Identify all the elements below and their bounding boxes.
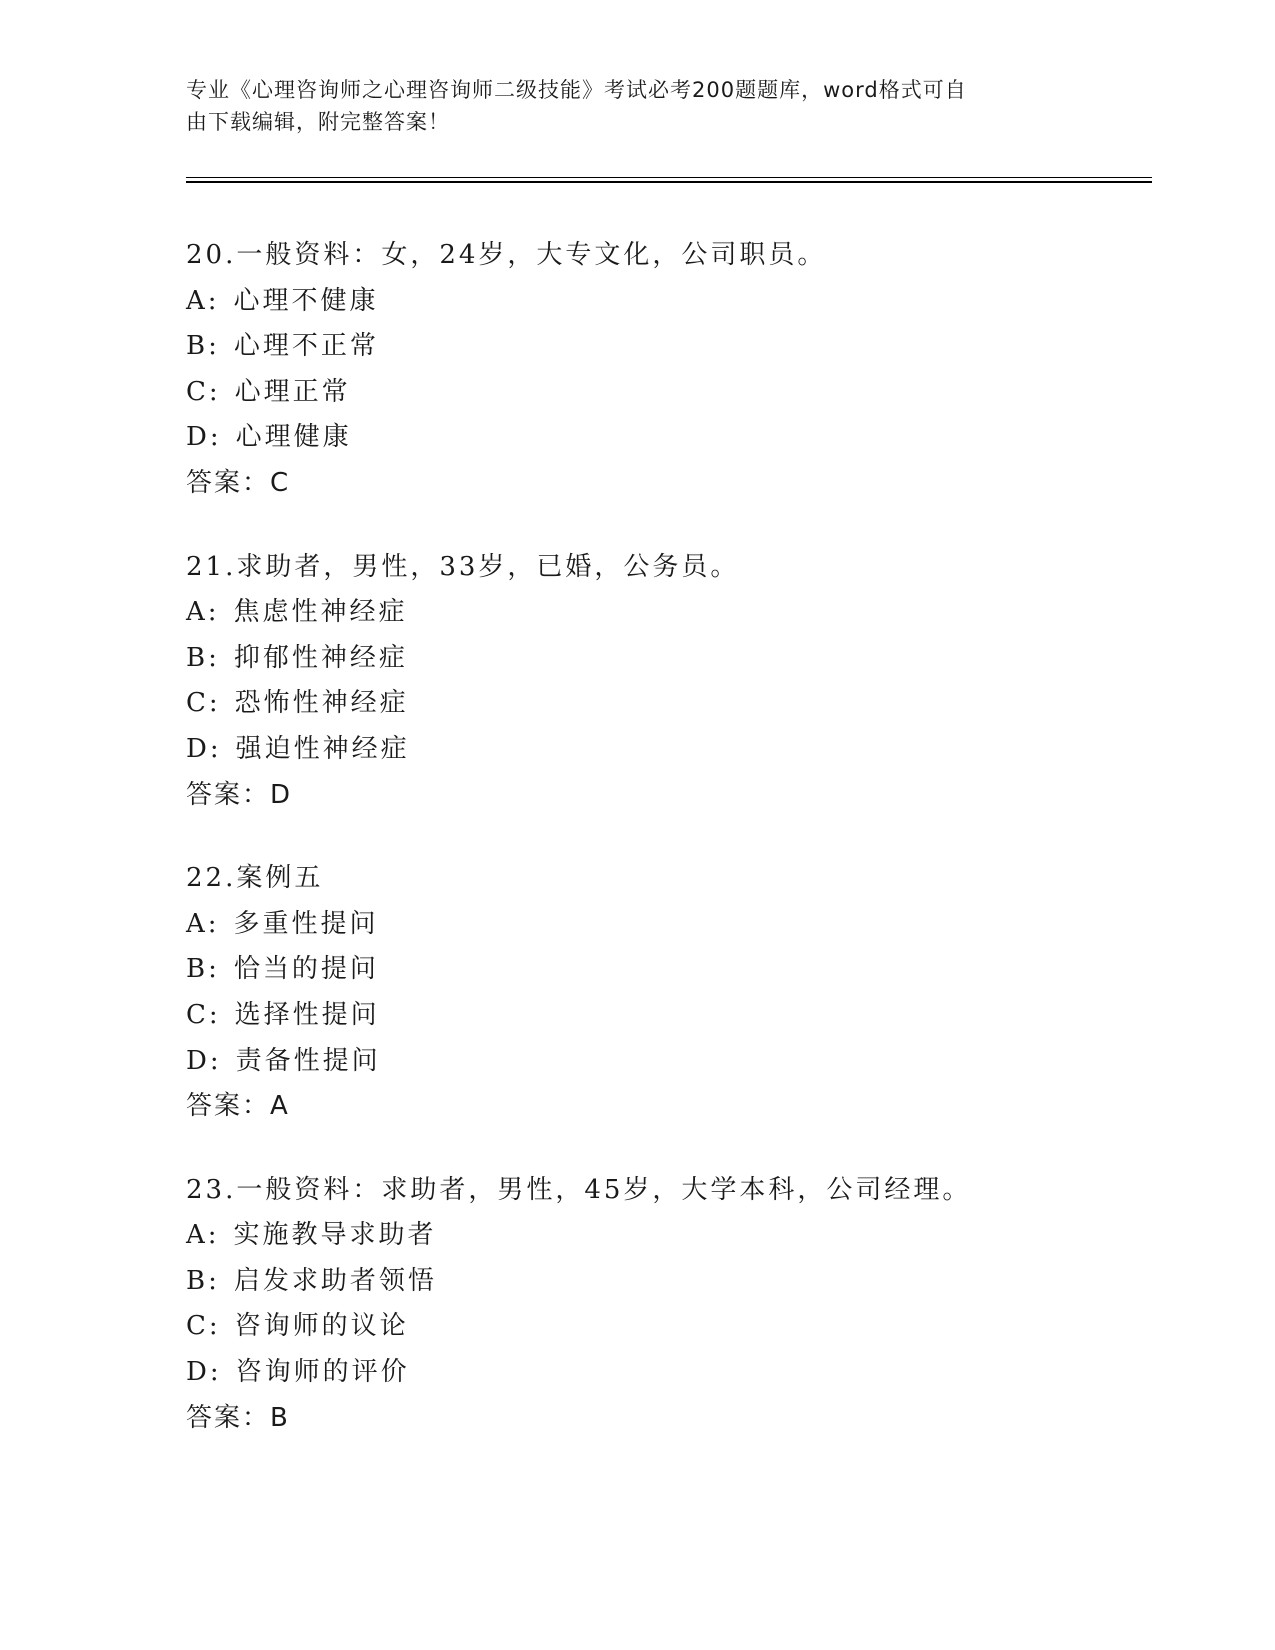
option-key: C:	[186, 376, 221, 407]
answer-line: 答案：D	[186, 779, 293, 810]
option-key: A:	[186, 908, 220, 939]
answer-line: 答案：C	[186, 467, 291, 498]
option-a	[186, 1213, 1166, 1259]
option-d	[186, 415, 1166, 461]
option-key: D:	[186, 1045, 222, 1076]
option-d	[186, 727, 1166, 773]
question-stem: 22.案例五	[186, 863, 324, 894]
option-text: 焦虑性神经症	[233, 597, 408, 628]
option-text: 多重性提问	[233, 908, 379, 939]
option-a	[186, 902, 1166, 948]
question-stem: 20.一般资料：女，24岁，大专文化，公司职员。	[186, 240, 827, 270]
question-20	[186, 233, 1166, 507]
question-stem: 21.求助者，男性，33岁，已婚，公务员。	[186, 551, 740, 582]
header-divider-top	[186, 177, 1152, 178]
option-key: B:	[186, 1265, 220, 1296]
option-text: 选择性提问	[234, 999, 380, 1030]
option-key: B:	[186, 954, 220, 985]
option-c	[186, 681, 1166, 727]
option-key: C:	[186, 688, 221, 719]
option-key: A:	[186, 597, 220, 628]
answer-line: 答案：A	[186, 1091, 290, 1122]
option-b	[186, 1259, 1166, 1305]
option-key: A:	[186, 285, 220, 316]
option-c	[186, 370, 1166, 416]
option-b	[186, 636, 1166, 682]
option-text: 咨询师的议论	[234, 1311, 409, 1342]
header-line-1: 专业《心理咨询师之心理咨询师二级技能》考试必考200题题库，word格式可自	[186, 78, 967, 102]
option-b	[186, 324, 1166, 370]
header-divider-bottom	[186, 181, 1152, 183]
option-key: C:	[186, 1311, 221, 1342]
option-key: B:	[186, 331, 220, 362]
question-22	[186, 856, 1166, 1130]
option-text: 强迫性神经症	[235, 733, 410, 764]
option-text: 心理健康	[235, 422, 352, 453]
option-text: 恐怖性神经症	[234, 688, 409, 719]
option-text: 抑郁性神经症	[233, 642, 408, 673]
option-key: B:	[186, 642, 220, 673]
option-key: D:	[186, 1357, 222, 1388]
option-text: 实施教导求助者	[233, 1220, 437, 1251]
option-text: 心理正常	[234, 376, 351, 407]
option-d	[186, 1039, 1166, 1085]
option-key: A:	[186, 1220, 220, 1251]
header-line-2: 由下载编辑，附完整答案！	[186, 110, 450, 134]
document-header	[186, 74, 1066, 138]
question-stem: 23.一般资料：求助者，男性，45岁，大学本科，公司经理。	[186, 1174, 972, 1205]
option-a	[186, 279, 1166, 325]
option-b	[186, 947, 1166, 993]
option-a	[186, 590, 1166, 636]
option-c	[186, 993, 1166, 1039]
option-key: D:	[186, 422, 222, 453]
question-list	[186, 233, 1166, 1479]
option-key: C:	[186, 999, 221, 1030]
option-text: 心理不健康	[233, 285, 379, 316]
option-text: 责备性提问	[235, 1045, 381, 1076]
question-23	[186, 1168, 1166, 1442]
question-21	[186, 545, 1166, 819]
option-text: 心理不正常	[233, 331, 379, 362]
option-text: 启发求助者领悟	[233, 1265, 437, 1296]
option-text: 恰当的提问	[233, 954, 379, 985]
option-text: 咨询师的评价	[235, 1357, 410, 1388]
answer-line: 答案：B	[186, 1402, 290, 1433]
option-c	[186, 1304, 1166, 1350]
option-d	[186, 1350, 1166, 1396]
option-key: D:	[186, 733, 222, 764]
